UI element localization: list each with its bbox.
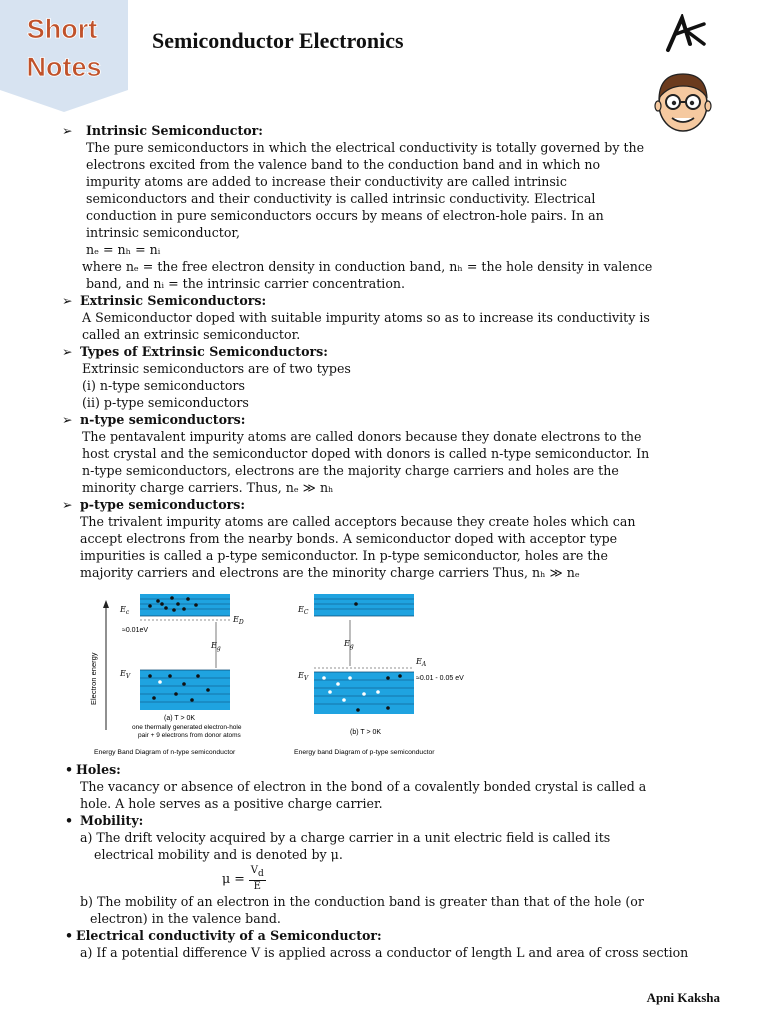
text-line: electron) in the valence band. xyxy=(90,911,281,926)
apni-kaksha-logo-icon xyxy=(664,14,708,54)
arrow-bullet-icon: ➢ xyxy=(62,123,73,138)
p-ea-label: $E_A$ xyxy=(416,657,427,668)
n-note-line2: pair + 9 electrons from donor atoms xyxy=(138,732,241,739)
text-line: a) The drift velocity acquired by a charge carrier in a unit electric field is called its xyxy=(80,830,611,845)
text-line: minority charge carriers. Thus, nₑ ≫ nₕ xyxy=(82,480,334,495)
arrow-bullet-icon: ➢ xyxy=(62,293,73,308)
text-line: The vacancy or absence of electron in the bond of a covalently bonded crystal is called a xyxy=(80,779,647,794)
text-line: The pentavalent impurity atoms are called donors because they donate electrons to the xyxy=(82,429,642,444)
badge-line1: Short xyxy=(26,14,98,44)
n-ed-label: $E_D$ xyxy=(233,615,244,626)
text-line: (ii) p-type semiconductors xyxy=(82,395,249,410)
text-line: host crystal and the semiconductor doped with donors is called n-type semiconductor. In xyxy=(82,446,650,461)
text-line: electrical mobility and is denoted by μ. xyxy=(94,847,343,862)
n-gap-label: ≈0.01eV xyxy=(122,627,149,634)
bullet-dot-icon: • xyxy=(64,813,74,828)
ptype-heading: ➢ p-type semiconductors: xyxy=(62,497,246,512)
text-line: conduction in pure semiconductors occurs by means of electron-hole pairs. In an xyxy=(86,208,604,223)
notes-body xyxy=(62,122,712,961)
text-line: impurity atoms are added to increase their conductivity are called intrinsic xyxy=(86,174,567,189)
energy-band-diagram xyxy=(88,590,488,760)
p-ec-label: $E_C$ xyxy=(298,605,309,616)
n-caption: Energy Band Diagram of n-type semiconductor xyxy=(94,749,236,756)
text-line: intrinsic semiconductor, xyxy=(86,225,241,240)
n-ev-label: $E_V$ xyxy=(120,669,131,680)
mobility-fraction: $\frac{V_d}{E}$ xyxy=(250,864,264,892)
text-line: Extrinsic semiconductors are of two types xyxy=(82,361,351,376)
text-line: The pure semiconductors in which the electrical conductivity is totally governed by the xyxy=(86,140,645,155)
types-heading: ➢ Types of Extrinsic Semiconductors: xyxy=(62,344,328,359)
n-eg-label: $E_g$ xyxy=(211,641,221,652)
text-line: (i) n-type semiconductors xyxy=(82,378,245,393)
badge-line2: Notes xyxy=(26,52,102,82)
mobility-heading: • Mobility: xyxy=(62,812,712,829)
intrinsic-equation: nₑ = nₕ = nᵢ xyxy=(86,242,161,257)
bullet-dot-icon: • xyxy=(64,928,74,943)
text-line: where nₑ = the free electron density in conduction band, nₕ = the hole density in valence xyxy=(82,259,653,274)
p-gap-label: ≈0.01 - 0.05 eV xyxy=(416,675,464,682)
text-line: b) The mobility of an electron in the conduction band is greater than that of the hole (or xyxy=(80,894,644,909)
arrow-bullet-icon: ➢ xyxy=(62,497,73,512)
p-eg-label: $E_g$ xyxy=(344,639,354,650)
short-notes-badge xyxy=(0,0,128,112)
arrow-bullet-icon: ➢ xyxy=(62,412,73,427)
holes-heading: • Holes: xyxy=(62,761,712,778)
p-caption: Energy band Diagram of p-type semiconductor xyxy=(294,749,435,756)
axis-label: Electron energy xyxy=(89,652,98,705)
page-title: Semiconductor Electronics xyxy=(152,28,404,53)
intrinsic-heading: ➢ Intrinsic Semiconductor: xyxy=(62,123,263,138)
p-sub-caption: (b) T > 0K xyxy=(350,729,382,736)
p-ev-label: $E_V$ xyxy=(298,671,309,682)
p-valence-band xyxy=(314,672,414,714)
n-ec-label: $E_c$ xyxy=(120,605,130,616)
text-line: impurities is called a p-type semiconductor. In p-type semiconductor, holes are the xyxy=(80,548,608,563)
p-conduction-band xyxy=(314,594,414,616)
text-line: The trivalent impurity atoms are called acceptors because they create holes which can xyxy=(80,514,636,529)
n-note-line1: one thermally generated electron-hole xyxy=(132,724,242,731)
text-line: accept electrons from the nearby bonds. A semiconductor doped with acceptor type xyxy=(80,531,618,546)
ntype-heading: ➢ n-type semiconductors: xyxy=(62,412,246,427)
text-line: A Semiconductor doped with suitable impurity atoms so as to increase its conductivity is xyxy=(82,310,650,325)
text-line: a) If a potential difference V is applied across a conductor of length L and area of cross section xyxy=(80,945,689,960)
text-line: called an extrinsic semiconductor. xyxy=(82,327,301,342)
text-line: majority carriers and electrons are the minority charge carriers Thus, nₕ ≫ nₑ xyxy=(80,565,580,580)
n-sub-caption: (a) T > 0K xyxy=(164,715,196,722)
n-valence-band xyxy=(140,670,230,710)
axis-arrow-icon xyxy=(103,600,109,608)
n-conduction-band xyxy=(140,594,230,616)
arrow-bullet-icon: ➢ xyxy=(62,344,73,359)
mobility-formula: μ = $\frac{V_d}{E}$ xyxy=(222,864,264,892)
bullet-dot-icon: • xyxy=(64,762,74,777)
extrinsic-heading: ➢ Extrinsic Semiconductors: xyxy=(62,293,267,308)
text-line: hole. A hole serves as a positive charge carrier. xyxy=(80,796,383,811)
text-line: semiconductors and their conductivity is called intrinsic conductivity. Electrical xyxy=(86,191,596,206)
text-line: n-type semiconductors, electrons are the majority charge carriers and holes are the xyxy=(82,463,619,478)
text-line: electrons excited from the valence band to the conduction band and in which no xyxy=(86,157,601,172)
footer-brand: Apni Kaksha xyxy=(646,990,720,1005)
text-line: band, and nᵢ = the intrinsic carrier concentration. xyxy=(86,276,406,291)
conductivity-heading: • Electrical conductivity of a Semiconductor: xyxy=(62,927,712,944)
